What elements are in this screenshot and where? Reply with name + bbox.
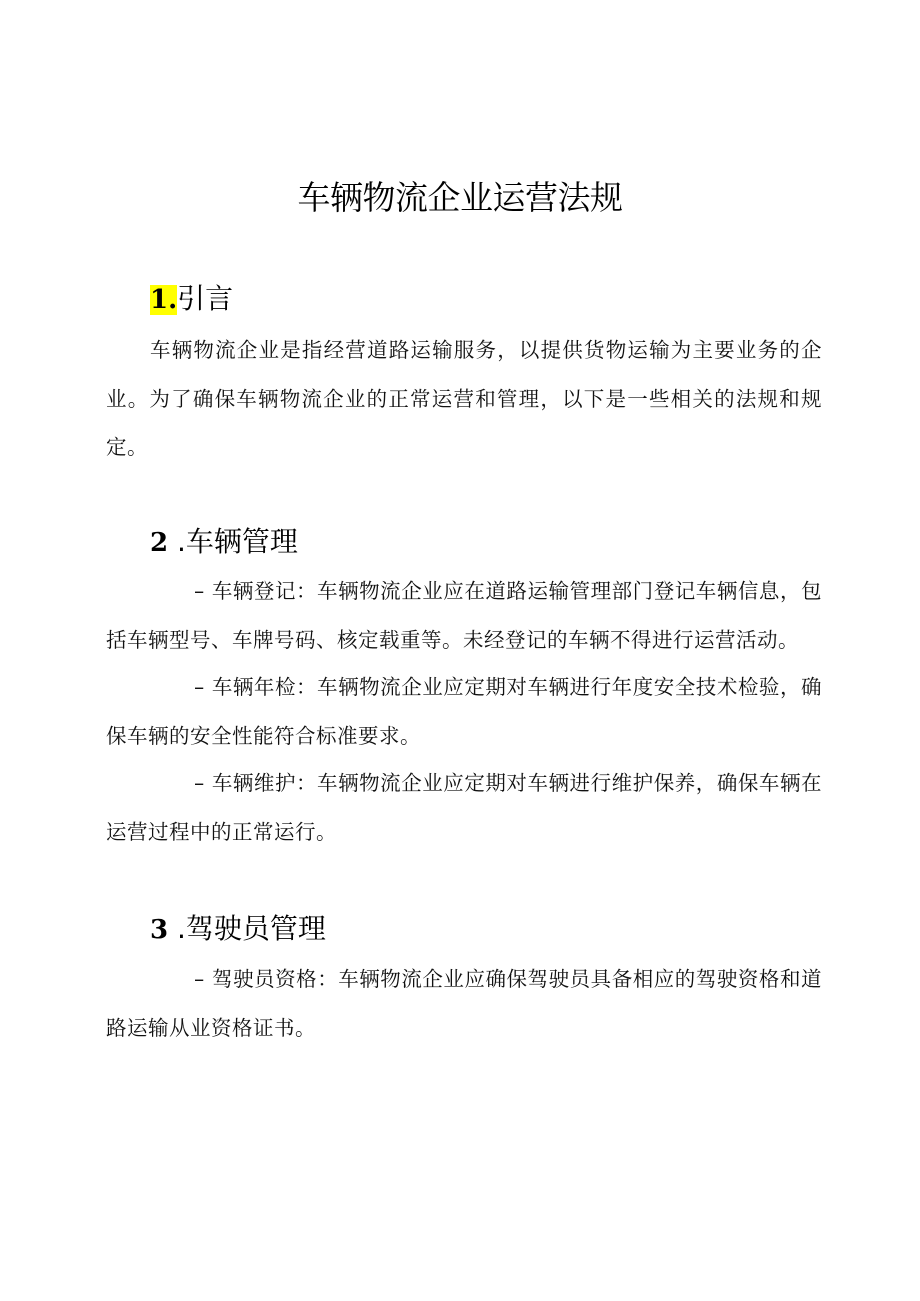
list-item-text: 驾驶员资格：车辆物流企业应确保驾驶员具备相应的驾驶资格和道路运输从业资格证书。 <box>106 967 822 1040</box>
list-item-vehicle-annual-inspection <box>106 663 822 760</box>
section-heading-driver-management <box>150 910 326 949</box>
list-item-driver-qualification <box>106 955 822 1052</box>
section-title: 引言 <box>177 282 234 315</box>
section-number: 2 <box>150 528 169 558</box>
section-number: 1. <box>150 285 178 315</box>
section-title: .车辆管理 <box>168 525 298 558</box>
paragraph-introduction: 车辆物流企业是指经营道路运输服务，以提供货物运输为主要业务的企业。为了确保车辆物流企业的正常运营和管理，以下是一些相关的法规和规定。 <box>106 338 822 459</box>
list-item-text: 车辆年检：车辆物流企业应定期对车辆进行年度安全技术检验，确保车辆的安全性能符合标准要求。 <box>106 675 822 748</box>
list-item-text: 车辆登记：车辆物流企业应在道路运输管理部门登记车辆信息，包括车辆型号、车牌号码、核定载重等。未经登记的车辆不得进行运营活动。 <box>106 579 822 652</box>
list-item-text: 车辆维护：车辆物流企业应定期对车辆进行维护保养，确保车辆在运营过程中的正常运行。 <box>106 771 822 844</box>
document-title: 车辆物流企业运营法规 <box>297 178 623 217</box>
section-title: .驾驶员管理 <box>168 912 326 945</box>
bullet-dash: – <box>194 771 205 795</box>
bullet-dash: – <box>194 675 205 699</box>
list-item-vehicle-registration <box>106 567 822 664</box>
list-item-vehicle-maintenance <box>106 759 822 856</box>
section-heading-vehicle-management <box>150 523 298 562</box>
section-number: 3 <box>150 915 169 945</box>
bullet-dash: – <box>194 579 205 603</box>
section-heading-introduction <box>150 280 233 319</box>
bullet-dash: – <box>194 967 205 991</box>
